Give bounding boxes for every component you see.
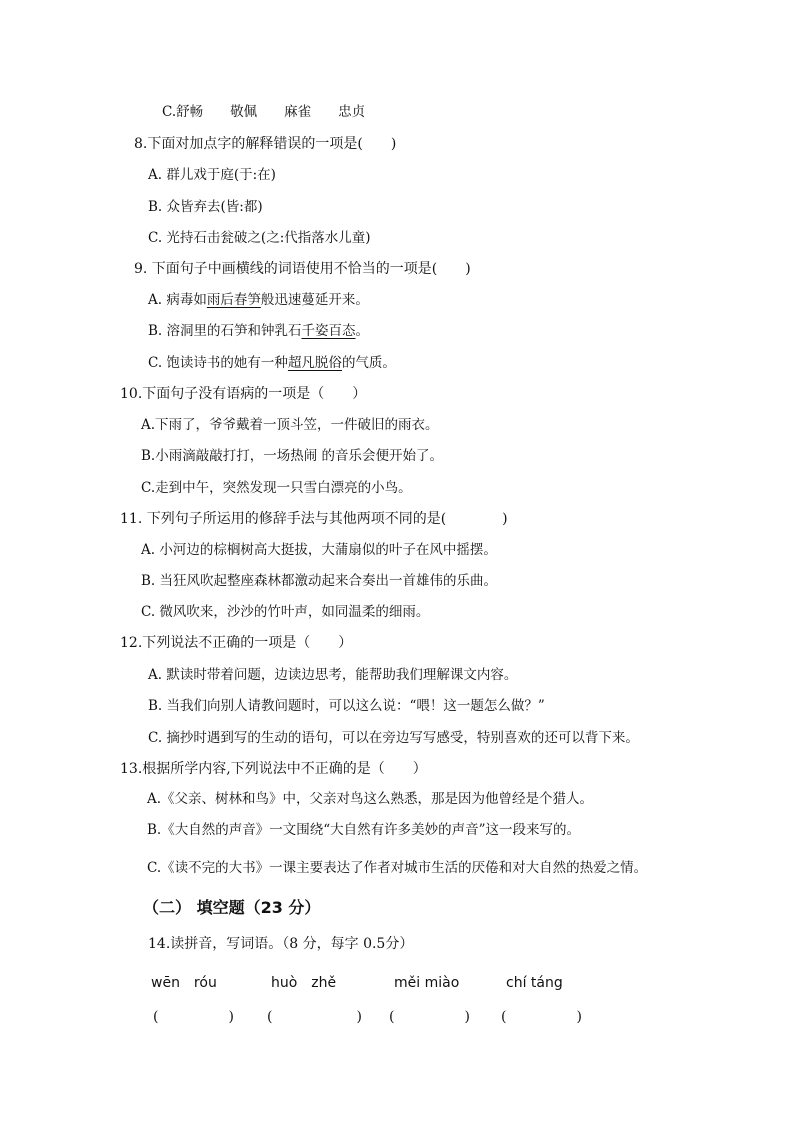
q8-option-a: A. 群儿戏于庭(于:在) [148, 167, 276, 183]
q10-stem: 10.下面句子没有语病的一项是（ ） [120, 386, 367, 402]
q9-c-pre: C. 饱读诗书的她有一种 [148, 355, 288, 371]
q13-option-c: C.《读不完的大书》一课主要表达了作者对城市生活的厌倦和对大自然的热爱之情。 [147, 860, 648, 876]
q9-c-post: 的气质。 [341, 355, 396, 371]
q9-option-b [148, 322, 369, 340]
q12-option-c: C. 摘抄时遇到写的生动的语句，可以在旁边写写感受，特别喜欢的还可以背下来。 [148, 730, 639, 746]
q9-b-underlined: 千姿百态 [301, 323, 356, 339]
q11-option-a: A. 小河边的棕榈树高大挺拔，大蒲扇似的叶子在风中摇摆。 [141, 542, 497, 558]
q14-stem: 14.读拼音，写词语。（8 分，每字 0.5分） [148, 936, 414, 952]
q10-option-a: A.下雨了，爷爷戴着一顶斗笠，一件破旧的雨衣。 [141, 417, 439, 433]
q10-option-c: C.走到中午，突然发现一只雪白漂亮的小鸟。 [141, 480, 412, 496]
q9-option-c [148, 354, 396, 372]
q12-stem: 12.下列说法不正确的一项是（ ） [120, 635, 353, 651]
q14-pinyin-4: chí táng [506, 975, 563, 991]
q8-stem: 8.下面对加点字的解释错误的一项是( ) [134, 136, 397, 152]
q13-option-a: A.《父亲、树林和鸟》中，父亲对鸟这么熟悉，那是因为他曾经是个猎人。 [147, 791, 594, 807]
q9-b-pre: B. 溶洞里的石笋和钟乳石 [148, 323, 302, 339]
q14-pinyin-1: wēn róu [151, 975, 217, 991]
q14-answer-blank-4[interactable]: ( ) [501, 1009, 582, 1025]
q14-pinyin-3: měi miào [394, 975, 460, 991]
q9-a-pre: A. 病毒如 [148, 292, 207, 308]
q8-option-b: B. 众皆弃去(皆:都) [148, 199, 263, 215]
q10-option-b: B.小雨滴敲敲打打，一场热闹 的音乐会便开始了。 [141, 448, 444, 464]
section-fill-in-title: （二） 填空题（23 分） [143, 898, 321, 917]
q11-option-b: B. 当狂风吹起整座森林都激动起来合奏出一首雄伟的乐曲。 [141, 573, 498, 589]
q9-a-underlined: 雨后春笋 [206, 292, 261, 308]
q14-answer-blank-2[interactable]: ( ) [267, 1009, 362, 1025]
q9-stem: 9. 下面句子中画横线的词语使用不恰当的一项是( ) [134, 261, 471, 277]
q9-option-a [148, 291, 369, 309]
q13-stem: 13.根据所学内容,下列说法中不正确的是（ ） [120, 761, 427, 777]
q13-option-b: B.《大自然的声音》一文围绕“大自然有许多美妙的声音”这一段来写的。 [147, 822, 581, 838]
q12-option-b: B. 当我们向别人请教问题时，可以这么说：“喂！这一题怎么做？” [148, 698, 545, 714]
q9-b-post: 。 [355, 323, 370, 339]
q9-a-post: 般迅速蔓延开来。 [260, 292, 369, 308]
q14-pinyin-2: huò zhě [271, 975, 337, 991]
q11-stem: 11. 下列句子所运用的修辞手法与其他两项不同的是( ) [120, 511, 508, 527]
q9-c-underlined: 超凡脱俗 [287, 355, 342, 371]
q7-option-c: C.舒畅 敬佩 麻雀 忠贞 [162, 104, 366, 120]
q14-answer-blank-1[interactable]: ( ) [153, 1009, 234, 1025]
q8-option-c: C. 光持石击瓮破之(之:代指落水儿童) [148, 230, 371, 246]
q11-option-c: C. 微风吹来，沙沙的竹叶声，如同温柔的细雨。 [141, 604, 430, 620]
q12-option-a: A. 默读时带着问题，边读边思考，能帮助我们理解课文内容。 [148, 667, 518, 683]
q14-answer-blank-3[interactable]: ( ) [389, 1009, 470, 1025]
